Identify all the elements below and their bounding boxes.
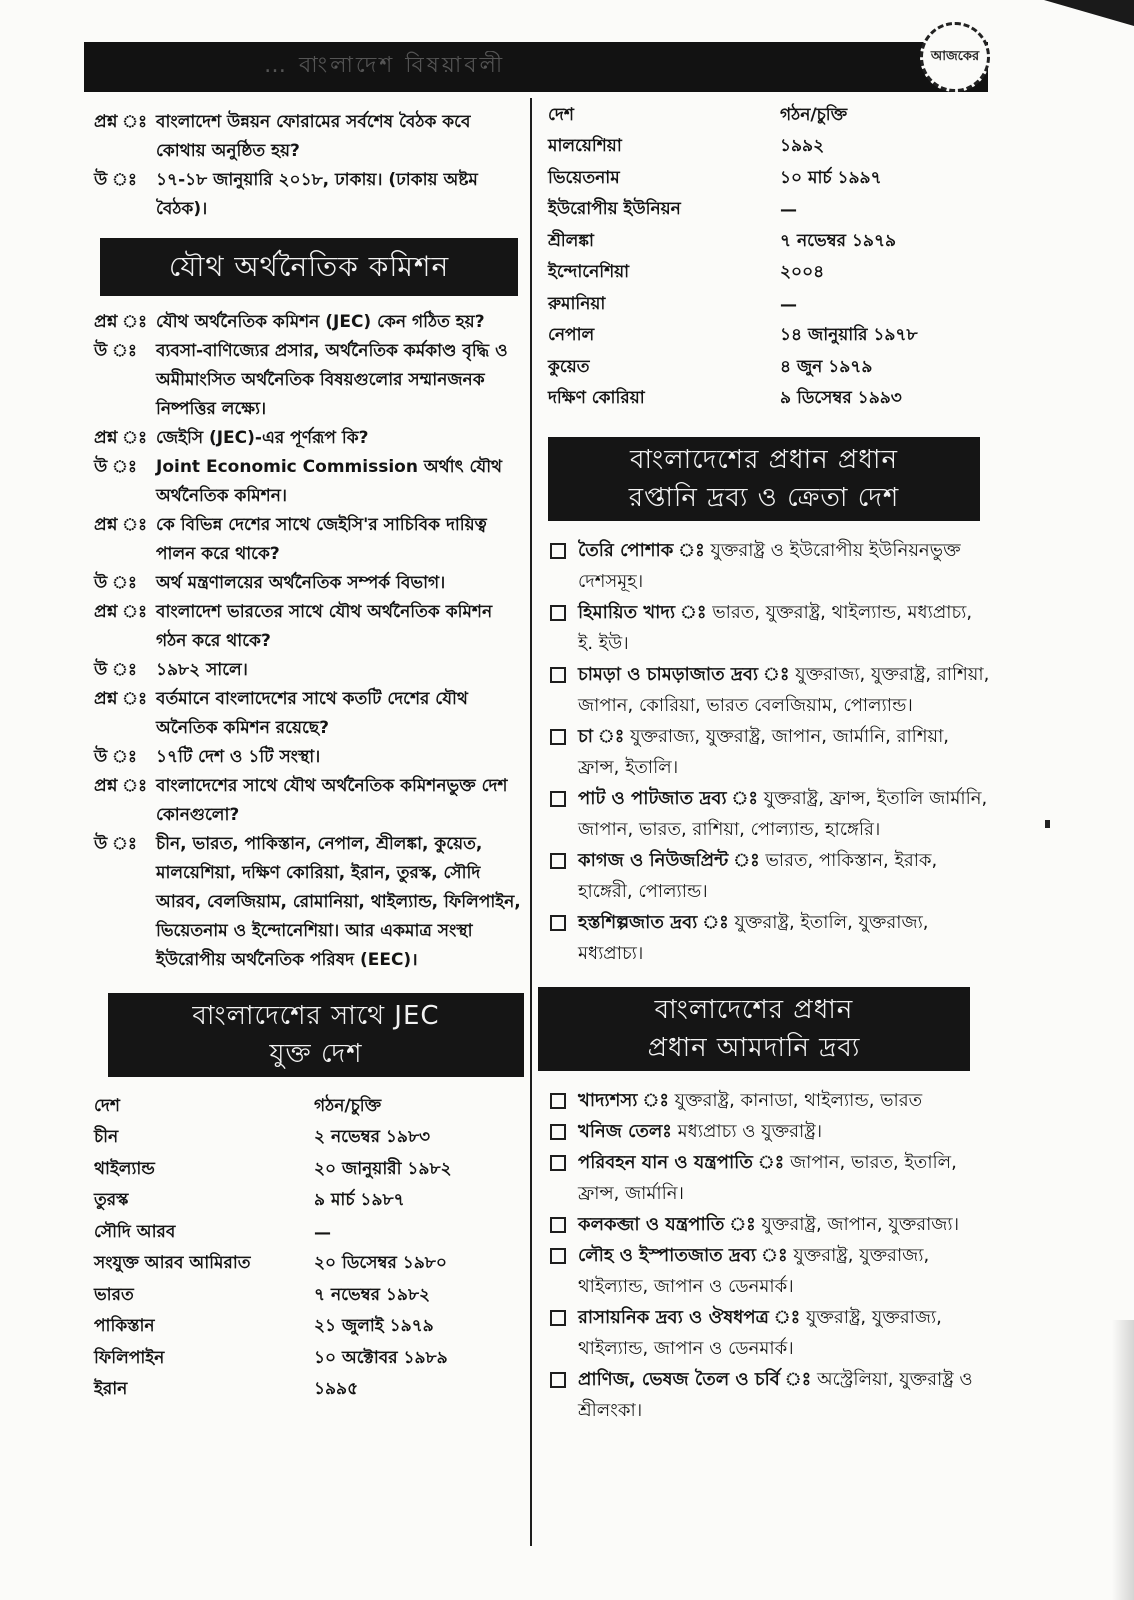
country-cell: ইউরোপীয় ইউনিয়ন bbox=[548, 199, 681, 220]
list-item bbox=[548, 1116, 990, 1147]
item-name: কাগজ ও নিউজপ্রিন্ট ঃ bbox=[578, 850, 760, 871]
item-countries: জাপান, ভারত, ইতালি, ফ্রান্স, জার্মানি। bbox=[578, 1152, 957, 1204]
table-row bbox=[94, 1154, 524, 1186]
qa-row bbox=[94, 424, 524, 453]
date-cell: ৭ নভেম্বর ১৯৮২ bbox=[314, 1284, 431, 1305]
checkbox-bullet-icon bbox=[550, 543, 566, 559]
qa-row bbox=[94, 656, 524, 685]
list-item bbox=[548, 535, 990, 597]
table-header-row bbox=[548, 100, 990, 132]
checkbox-bullet-icon bbox=[550, 1093, 566, 1109]
export-title-line2: রপ্তানি দ্রব্য ও ক্রেতা দেশ bbox=[628, 483, 900, 513]
qa-text: যৌথ অর্থনৈতিক কমিশন (JEC) কেন গঠিত হয়? bbox=[156, 312, 485, 332]
publisher-logo: আজকের bbox=[920, 22, 990, 92]
date-cell: ২০ জানুয়ারী ১৯৮২ bbox=[314, 1158, 452, 1179]
qa-text: বাংলাদেশ উন্নয়ন ফোরামের সর্বশেষ বৈঠক কবে কোথায় অনুষ্ঠিত হয়? bbox=[156, 112, 471, 161]
qa-row bbox=[94, 772, 524, 830]
date-cell: — bbox=[314, 1222, 331, 1243]
scan-edge-shadow bbox=[1112, 1320, 1134, 1600]
list-item bbox=[548, 845, 990, 907]
date-cell: ৭ নভেম্বর ১৯৭৯ bbox=[780, 230, 897, 251]
date-cell: ১০ অক্টোবর ১৯৮৯ bbox=[314, 1347, 448, 1368]
qa-label: প্রশ্ন ঃ bbox=[94, 776, 148, 796]
item-name: চা ঃ bbox=[578, 726, 625, 747]
checkbox-bullet-icon bbox=[550, 853, 566, 869]
country-cell: দক্ষিণ কোরিয়া bbox=[548, 388, 645, 409]
item-name: চামড়া ও চামড়াজাত দ্রব্য ঃ bbox=[578, 664, 790, 685]
column-header-country: দেশ bbox=[548, 104, 574, 125]
country-cell: শ্রীলঙ্কা bbox=[548, 230, 594, 251]
country-cell: পাকিস্তান bbox=[94, 1316, 155, 1337]
table-row bbox=[94, 1123, 524, 1155]
list-item bbox=[548, 907, 990, 969]
date-cell: ২১ জুলাই ১৯৭৯ bbox=[314, 1316, 434, 1337]
checkbox-bullet-icon bbox=[550, 605, 566, 621]
qa-label: উ ঃ bbox=[94, 834, 137, 854]
list-item bbox=[548, 597, 990, 659]
qa-label: উ ঃ bbox=[94, 341, 137, 361]
date-cell: ১৪ জানুয়ারি ১৯৭৮ bbox=[780, 325, 918, 346]
qa-label: প্রশ্ন ঃ bbox=[94, 689, 148, 709]
qa-text: অর্থ মন্ত্রণালয়ের অর্থনৈতিক সম্পর্ক বিভাগ। bbox=[156, 573, 446, 593]
item-name: হিমায়িত খাদ্য ঃ bbox=[578, 602, 707, 623]
item-countries: যুক্তরাষ্ট্র, ইতালি, যুক্তরাজ্য, মধ্যপ্রাচ্য। bbox=[578, 912, 929, 964]
jec-section-title: যৌথ অর্থনৈতিক কমিশন bbox=[100, 238, 518, 296]
qa-row bbox=[94, 569, 524, 598]
qa-text: ব্যবসা-বাণিজ্যের প্রসার, অর্থনৈতিক কর্মকাণ্ড বৃদ্ধি ও অমীমাংসিত অর্থনৈতিক বিষয়গুলোর সম্মানজনক নিষ্পত্তির লক্ষ্যে। bbox=[156, 341, 508, 419]
date-cell: ১০ মার্চ ১৯৯৭ bbox=[780, 167, 882, 188]
date-cell: ২০০৪ bbox=[780, 262, 825, 283]
item-name: তৈরি পোশাক ঃ bbox=[578, 540, 705, 561]
checkbox-bullet-icon bbox=[550, 1155, 566, 1171]
table-row bbox=[94, 1186, 524, 1218]
import-title-line2: প্রধান আমদানি দ্রব্য bbox=[647, 1033, 861, 1063]
table-row bbox=[94, 1375, 524, 1407]
right-column bbox=[548, 100, 990, 1426]
qa-row bbox=[94, 511, 524, 569]
item-name: খনিজ তেলঃ bbox=[578, 1121, 672, 1142]
column-header-date: গঠন/চুক্তি bbox=[314, 1095, 382, 1116]
qa-row bbox=[94, 830, 524, 975]
date-cell: ২ নভেম্বর ১৯৮৩ bbox=[314, 1127, 431, 1148]
date-cell: ১৯৯৫ bbox=[314, 1379, 359, 1400]
item-name: লৌহ ও ইস্পাতজাত দ্রব্য ঃ bbox=[578, 1245, 788, 1266]
qa-label: প্রশ্ন ঃ bbox=[94, 602, 148, 622]
import-section-title bbox=[538, 987, 970, 1071]
qa-label: প্রশ্ন ঃ bbox=[94, 312, 148, 332]
qa-text: জেইসি (JEC)-এর পূর্ণরূপ কি? bbox=[156, 428, 369, 448]
table-row bbox=[94, 1312, 524, 1344]
item-countries: যুক্তরাষ্ট্র, ফ্রান্স, ইতালি জার্মানি, জাপান, ভারত, রাশিয়া, পোল্যান্ড, হাঙ্গেরি। bbox=[578, 788, 988, 840]
qa-text: বাংলাদেশ ভারতের সাথে যৌথ অর্থনৈতিক কমিশন গঠন করে থাকে? bbox=[156, 602, 493, 651]
column-divider bbox=[530, 98, 532, 1546]
country-cell: রুমানিয়া bbox=[548, 293, 606, 314]
table-row bbox=[548, 258, 990, 290]
jec-countries-table bbox=[94, 1091, 524, 1406]
list-item bbox=[548, 659, 990, 721]
date-cell: ৯ মার্চ ১৯৮৭ bbox=[314, 1190, 405, 1211]
date-cell: ৯ ডিসেম্বর ১৯৯৩ bbox=[780, 388, 902, 409]
jec-countries-title-line2: যুক্ত দেশ bbox=[269, 1039, 363, 1069]
qa-text: ১৭-১৮ জানুয়ারি ২০১৮, ঢাকায়। (ঢাকায় অষ্টম বৈঠক)। bbox=[156, 170, 478, 219]
list-item bbox=[548, 1364, 990, 1426]
jec-countries-table-continued bbox=[548, 100, 990, 415]
qa-text: কে বিভিন্ন দেশের সাথে জেইসি'র সাচিবিক দায়িত্ব পালন করে থাকে? bbox=[156, 515, 487, 564]
qa-label: উ ঃ bbox=[94, 573, 137, 593]
qa-label: উ ঃ bbox=[94, 170, 137, 190]
qa-text: ১৭টি দেশ ও ১টি সংস্থা। bbox=[156, 747, 321, 767]
item-name: প্রাণিজ, ভেষজ তৈল ও চর্বি ঃ bbox=[578, 1369, 812, 1390]
table-row bbox=[548, 163, 990, 195]
country-cell: কুয়েত bbox=[548, 356, 590, 377]
qa-text: বর্তমানে বাংলাদেশের সাথে কতটি দেশের যৌথ অনৈতিক কমিশন রয়েছে? bbox=[156, 689, 468, 738]
export-section-title bbox=[548, 437, 980, 521]
qa-label: প্রশ্ন ঃ bbox=[94, 112, 148, 132]
item-countries: যুক্তরাষ্ট্র, যুক্তরাজ্য, থাইল্যান্ড, জাপান ও ডেনমার্ক। bbox=[578, 1245, 930, 1297]
item-name: খাদ্যশস্য ঃ bbox=[578, 1090, 669, 1111]
qa-text: Joint Economic Commission অর্থাৎ যৌথ অর্থনৈতিক কমিশন। bbox=[156, 457, 503, 506]
country-cell: নেপাল bbox=[548, 325, 595, 346]
column-header-country: দেশ bbox=[94, 1095, 120, 1116]
item-countries: ভারত, যুক্তরাষ্ট্র, থাইল্যান্ড, মধ্যপ্রাচ্য, ই. ইউ। bbox=[578, 602, 973, 654]
date-cell: ১৯৯২ bbox=[780, 136, 825, 157]
country-cell: থাইল্যান্ড bbox=[94, 1158, 155, 1179]
checkbox-bullet-icon bbox=[550, 729, 566, 745]
item-countries: যুক্তরাষ্ট্র, যুক্তরাজ্য, থাইল্যান্ড, জাপান ও ডেনমার্ক। bbox=[578, 1307, 942, 1359]
jec-qa-block bbox=[94, 308, 524, 975]
list-item bbox=[548, 783, 990, 845]
qa-label: উ ঃ bbox=[94, 457, 137, 477]
qa-row bbox=[94, 308, 524, 337]
qa-row bbox=[94, 453, 524, 511]
qa-row bbox=[94, 743, 524, 772]
date-cell: ২০ ডিসেম্বর ১৯৮০ bbox=[314, 1253, 447, 1274]
running-title: … বাংলাদেশ বিষয়াবলী bbox=[264, 53, 506, 78]
checkbox-bullet-icon bbox=[550, 667, 566, 683]
table-row bbox=[548, 289, 990, 321]
export-title-line1: বাংলাদেশের প্রধান প্রধান bbox=[630, 445, 898, 475]
item-countries: যুক্তরাষ্ট্র, কানাডা, থাইল্যান্ড, ভারত bbox=[674, 1090, 923, 1111]
list-item bbox=[548, 721, 990, 783]
qa-row bbox=[94, 337, 524, 424]
qa-row bbox=[94, 108, 524, 166]
item-name: পরিবহন যান ও যন্ত্রপাতি ঃ bbox=[578, 1152, 785, 1173]
country-cell: তুরস্ক bbox=[94, 1190, 129, 1211]
left-column bbox=[94, 100, 524, 1406]
checkbox-bullet-icon bbox=[550, 1217, 566, 1233]
item-countries: যুক্তরাজ্য, যুক্তরাষ্ট্র, রাশিয়া, জাপান, কোরিয়া, ভারত বেলজিয়াম, পোল্যান্ড। bbox=[578, 664, 990, 716]
qa-text: ১৯৮২ সালে। bbox=[156, 660, 248, 680]
table-row bbox=[94, 1280, 524, 1312]
list-item bbox=[548, 1209, 990, 1240]
list-item bbox=[548, 1240, 990, 1302]
qa-label: প্রশ্ন ঃ bbox=[94, 428, 148, 448]
checkbox-bullet-icon bbox=[550, 915, 566, 931]
page-corner-shadow bbox=[1044, 0, 1134, 26]
checkbox-bullet-icon bbox=[550, 1372, 566, 1388]
item-name: রাসায়নিক দ্রব্য ও ঔষধপত্র ঃ bbox=[578, 1307, 801, 1328]
qa-row bbox=[94, 685, 524, 743]
qa-label: প্রশ্ন ঃ bbox=[94, 515, 148, 535]
country-cell: ইরান bbox=[94, 1379, 128, 1400]
table-row bbox=[548, 226, 990, 258]
qa-row bbox=[94, 166, 524, 224]
table-row bbox=[94, 1217, 524, 1249]
jec-countries-title-line1: বাংলাদেশের সাথে JEC bbox=[192, 1001, 440, 1031]
list-item bbox=[548, 1085, 990, 1116]
table-row bbox=[548, 132, 990, 164]
country-cell: মালয়েশিয়া bbox=[548, 136, 622, 157]
table-row bbox=[548, 321, 990, 353]
item-countries: যুক্তরাজ্য, যুক্তরাষ্ট্র, জাপান, জার্মানি, রাশিয়া, ফ্রান্স, ইতালি। bbox=[578, 726, 950, 778]
item-name: কলকব্জা ও যন্ত্রপাতি ঃ bbox=[578, 1214, 756, 1235]
date-cell: — bbox=[780, 294, 797, 315]
qa-label: উ ঃ bbox=[94, 747, 137, 767]
checkbox-bullet-icon bbox=[550, 1248, 566, 1264]
country-cell: চীন bbox=[94, 1127, 119, 1148]
date-cell: — bbox=[780, 200, 797, 221]
import-title-line1: বাংলাদেশের প্রধান bbox=[654, 995, 854, 1025]
item-countries: মধ্যপ্রাচ্য ও যুক্তরাষ্ট্র। bbox=[677, 1121, 823, 1142]
country-cell: ইন্দোনেশিয়া bbox=[548, 262, 630, 283]
item-name: পাট ও পাটজাত দ্রব্য ঃ bbox=[578, 788, 759, 809]
country-cell: ফিলিপাইন bbox=[94, 1347, 165, 1368]
table-row bbox=[94, 1343, 524, 1375]
list-item bbox=[548, 1302, 990, 1364]
checkbox-bullet-icon bbox=[550, 791, 566, 807]
table-row bbox=[548, 195, 990, 227]
qa-row bbox=[94, 598, 524, 656]
import-list bbox=[548, 1085, 990, 1426]
item-countries: যুক্তরাষ্ট্র ও ইউরোপীয় ইউনিয়নভুক্ত দেশসমূহ। bbox=[578, 540, 961, 592]
country-cell: সংযুক্ত আরব আমিরাত bbox=[94, 1253, 251, 1274]
qa-text: বাংলাদেশের সাথে যৌথ অর্থনৈতিক কমিশনভুক্ত দেশ কোনগুলো? bbox=[156, 776, 508, 825]
column-header-date: গঠন/চুক্তি bbox=[780, 104, 848, 125]
item-countries: অস্ট্রেলিয়া, যুক্তরাষ্ট্র ও শ্রীলংকা। bbox=[578, 1369, 973, 1421]
country-cell: ভিয়েতনাম bbox=[548, 167, 620, 188]
table-row bbox=[94, 1249, 524, 1281]
top-qa-block bbox=[94, 108, 524, 224]
country-cell: সৌদি আরব bbox=[94, 1221, 176, 1242]
qa-text: চীন, ভারত, পাকিস্তান, নেপাল, শ্রীলঙ্কা, কুয়েত, মালয়েশিয়া, দক্ষিণ কোরিয়া, ইরান, তুরস্ক, সৌদি আরব, বেলজিয়াম, রোমানিয়া, থাইল্যান্ড, ফিলিপাইন, ভিয়েতনাম ও ইন্দোনেশিয়া। আর একমাত্র সংস্থা ইউরোপীয় অর্থনৈতিক পরিষদ (EEC)। bbox=[156, 834, 521, 970]
checkbox-bullet-icon bbox=[550, 1310, 566, 1326]
checkbox-bullet-icon bbox=[550, 1124, 566, 1140]
item-countries: যুক্তরাষ্ট্র, জাপান, যুক্তরাজ্য। bbox=[761, 1214, 960, 1235]
item-countries: ভারত, পাকিস্তান, ইরাক, হাঙ্গেরী, পোল্যান্ড। bbox=[578, 850, 938, 902]
qa-label: উ ঃ bbox=[94, 660, 137, 680]
export-list bbox=[548, 535, 990, 969]
running-header bbox=[84, 42, 988, 92]
margin-mark bbox=[1045, 820, 1050, 828]
jec-countries-title bbox=[108, 993, 524, 1077]
table-row bbox=[548, 384, 990, 416]
date-cell: ৪ জুন ১৯৭৯ bbox=[780, 356, 873, 377]
list-item bbox=[548, 1147, 990, 1209]
country-cell: ভারত bbox=[94, 1284, 134, 1305]
item-name: হস্তশিল্পজাত দ্রব্য ঃ bbox=[578, 912, 729, 933]
table-header-row bbox=[94, 1091, 524, 1123]
table-row bbox=[548, 352, 990, 384]
